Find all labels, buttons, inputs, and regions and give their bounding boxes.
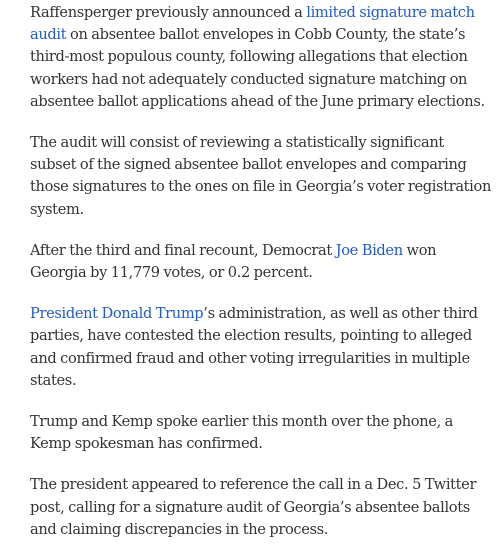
- link-joe-biden[interactable]: Joe Biden: [335, 241, 403, 259]
- paragraph-text: The president appeared to reference the call in a Dec. 5 Twitter post, calling for a signature audit of Georgia’s absentee ballots and claiming discrepancies in the process.: [30, 476, 477, 538]
- paragraph-text: Trump and Kemp spoke earlier this month over the phone, a Kemp spokesman has confirmed.: [30, 413, 454, 453]
- link-president-donald-trump[interactable]: President Donald Trump: [30, 305, 204, 323]
- paragraph-recount-result: [30, 240, 492, 284]
- paragraph-text: The audit will consist of reviewing a statistically significant subset of the signed absentee ballot envelopes and comparing those signatures to the ones on file in Georgia’s voter registration system.: [30, 134, 491, 218]
- paragraph-audit-announcement: [30, 2, 492, 113]
- paragraph-text: ’s administration, as well as other third parties, have contested the election results, pointing to alleged and confirmed fraud and other voting irregularities in multiple states.: [30, 305, 478, 389]
- paragraph-audit-scope: [30, 132, 492, 221]
- link-signature-match-audit[interactable]: limited signature match audit: [30, 4, 475, 44]
- paragraph-twitter-post: [30, 474, 492, 541]
- article-body: [30, 2, 492, 560]
- paragraph-text: Raffensperger previously announced a: [30, 4, 307, 21]
- paragraph-text: won Georgia by 11,779 votes, or 0.2 percent.: [30, 241, 437, 282]
- paragraph-phone-call: [30, 411, 492, 455]
- paragraph-text: on absentee ballot envelopes in Cobb County, the state’s third-most populous county, following allegations that election workers had not adequately conducted signature matching on absentee ballot applications ahead of the June primary elections.: [30, 26, 485, 110]
- paragraph-contested-results: [30, 303, 492, 392]
- paragraph-text: After the third and final recount, Democrat: [30, 241, 336, 259]
